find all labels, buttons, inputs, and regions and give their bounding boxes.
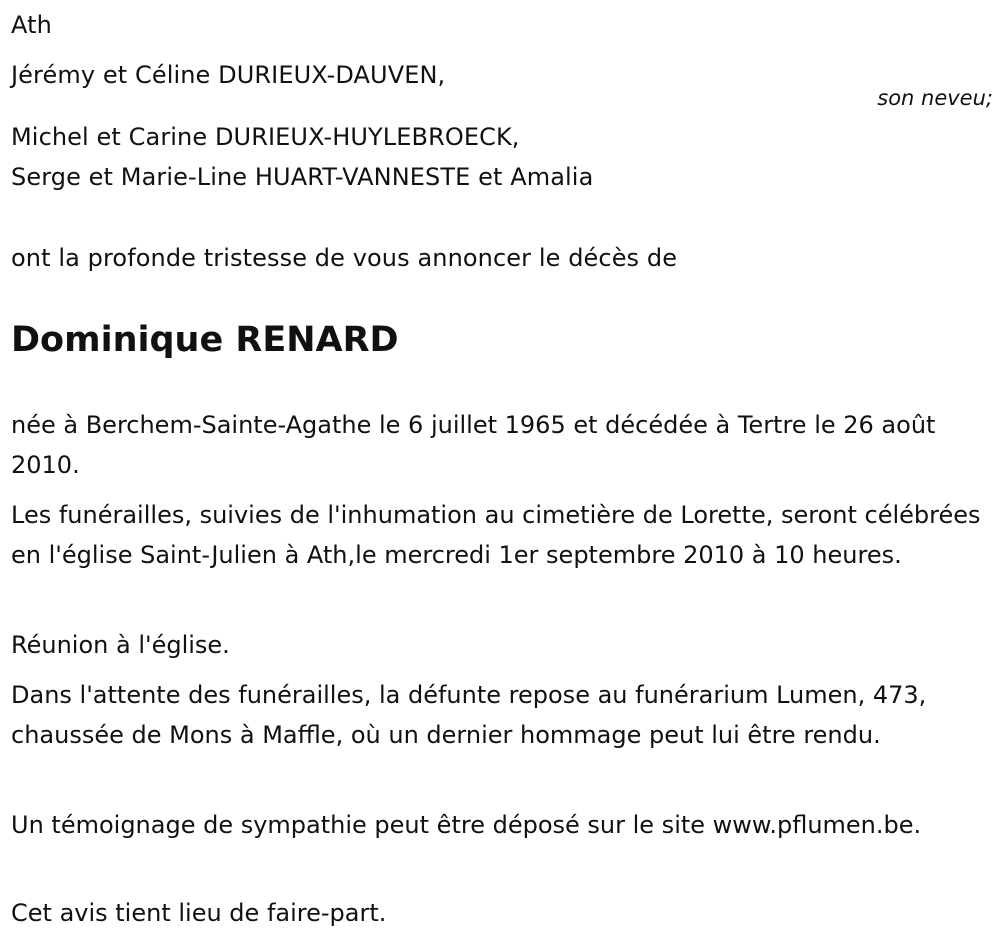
funerarium-paragraph: Dans l'attente des funérailles, la défunte repose au funérarium Lumen, 473, chaussée de Mons à Maffle, où un dernier hommage peut lui être rendu.: [11, 681, 927, 749]
announcement-text: ont la profonde tristesse de vous annoncer le décès de: [11, 244, 678, 272]
funeral-paragraph: Les funérailles, suivies de l'inhumation au cimetière de Lorette, seront célébrées en l'église Saint-Julien à Ath,le mercredi 1er septembre 2010 à 10 heures.: [11, 501, 981, 569]
family-line-3: Serge et Marie-Line HUART-VANNESTE et Amalia: [11, 163, 594, 191]
deceased-name: Dominique RENARD: [11, 320, 399, 360]
meeting-paragraph: Réunion à l'église.: [11, 631, 230, 659]
family-line-1: Jérémy et Céline DURIEUX-DAUVEN,: [11, 61, 446, 89]
location-text: Ath: [11, 11, 52, 39]
sympathy-paragraph: Un témoignage de sympathie peut être déposé sur le site www.pflumen.be.: [11, 811, 922, 839]
notice-paragraph: Cet avis tient lieu de faire-part.: [11, 899, 387, 927]
family-line-2: Michel et Carine DURIEUX-HUYLEBROECK,: [11, 123, 520, 151]
relation-note: son neveu;: [877, 86, 993, 110]
birth-death-paragraph: née à Berchem-Sainte-Agathe le 6 juillet 1965 et décédée à Tertre le 26 août 2010.: [11, 411, 936, 479]
